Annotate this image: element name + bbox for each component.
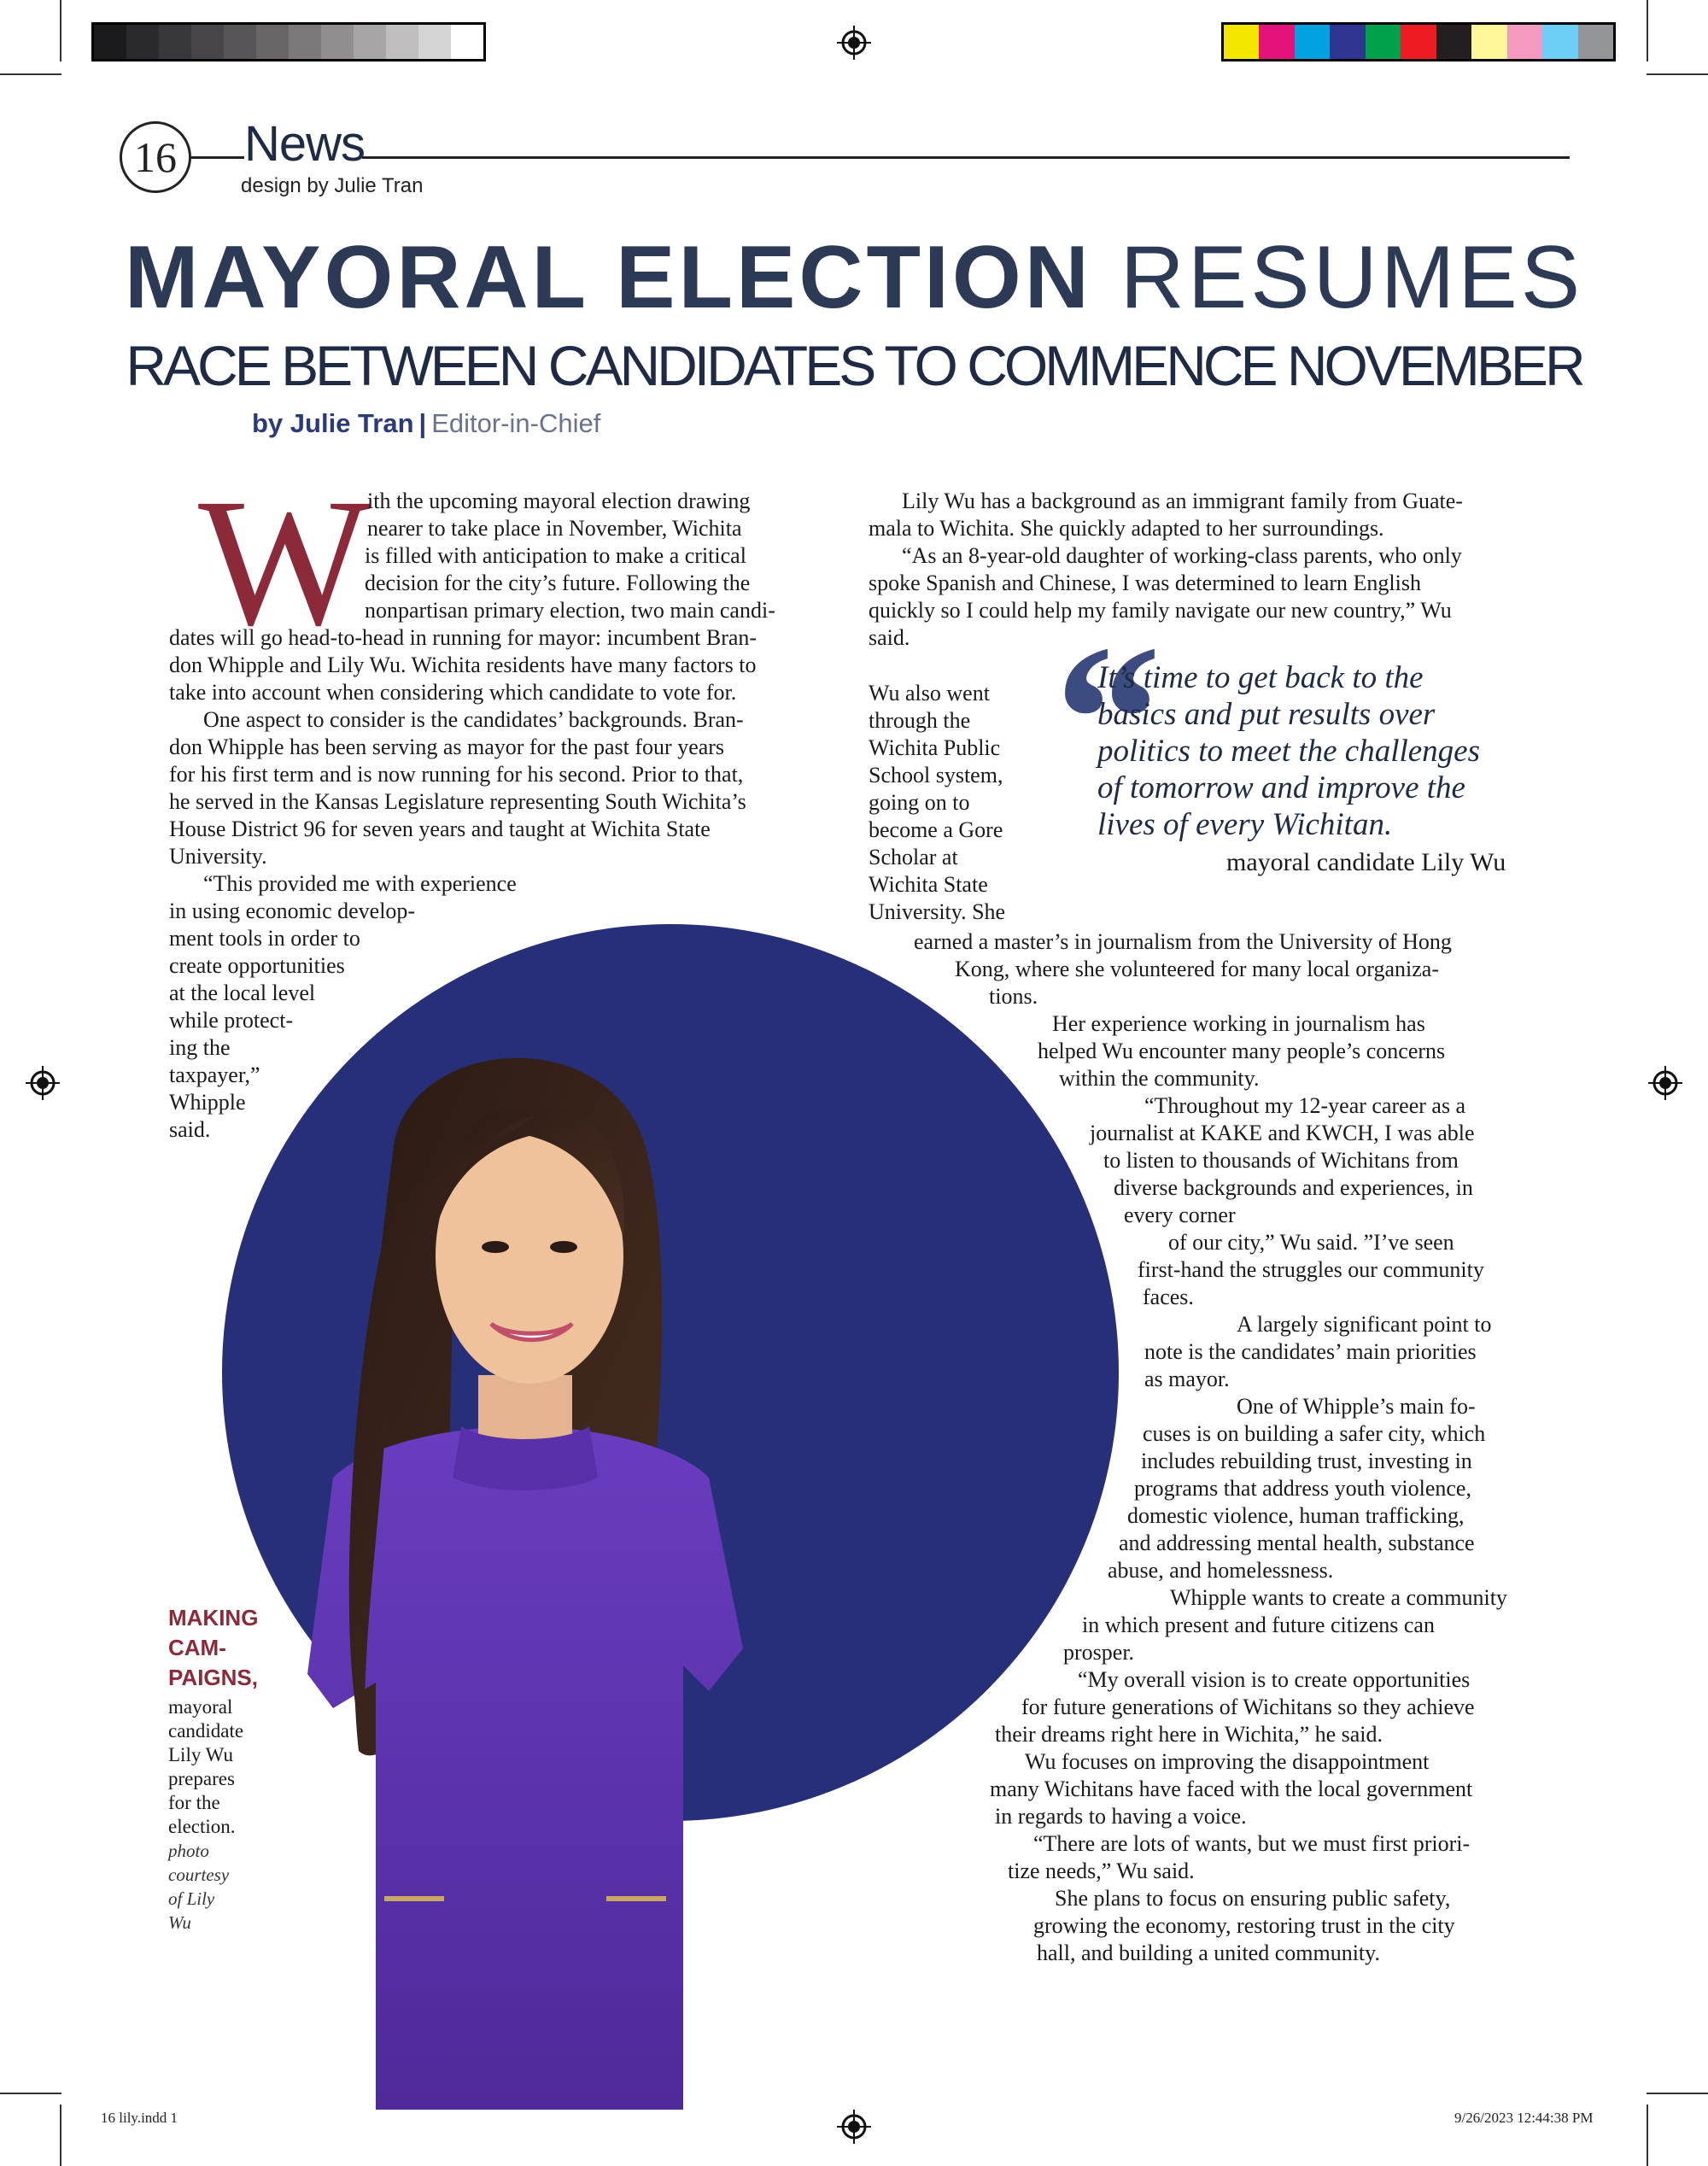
- color-swatch: [191, 25, 224, 59]
- crop-mark: [60, 0, 61, 61]
- caption-line: CAM-: [168, 1635, 226, 1660]
- headline: [0, 229, 1708, 326]
- article-line: Whipple: [169, 1090, 246, 1115]
- article-line: take into account when considering which candidate to vote for.: [169, 680, 737, 705]
- article-line: Whipple wants to create a community: [1170, 1585, 1507, 1610]
- article-line: University. She: [869, 899, 1006, 924]
- subheadline: RACE BETWEEN CANDIDATES TO COMMENCE NOVEMBER: [126, 334, 1582, 397]
- color-swatch: [224, 25, 256, 59]
- photo-caption-heading: [168, 1603, 258, 1693]
- article-line: tions.: [989, 984, 1038, 1009]
- article-line: abuse, and homelessness.: [1108, 1558, 1334, 1583]
- color-swatch: [451, 25, 483, 59]
- color-swatch: [126, 25, 159, 59]
- article-line: note is the candidates’ main priorities: [1144, 1339, 1477, 1364]
- article-line: ing the: [169, 1035, 231, 1060]
- article-line: Lily Wu has a background as an immigrant family from Guate-: [902, 489, 1463, 513]
- article-line: cuses is on building a safer city, which: [1143, 1421, 1486, 1446]
- design-credit: design by Julie Tran: [241, 174, 424, 197]
- article-line: create opportunities: [169, 953, 345, 978]
- file-slug: 16 lily.indd 1: [101, 2110, 178, 2126]
- article-line: Her experience working in journalism has: [1052, 1011, 1425, 1036]
- caption-line: photo: [168, 1841, 209, 1861]
- article-line: said.: [169, 1117, 211, 1142]
- article-line: helped Wu encounter many people’s concerns: [1038, 1039, 1446, 1063]
- color-swatch: [289, 25, 321, 59]
- article-line: “Throughout my 12-year career as a: [1144, 1093, 1466, 1118]
- article-line: is filled with anticipation to make a critical: [365, 543, 746, 568]
- article-line: “There are lots of wants, but we must first priori-: [1033, 1831, 1471, 1856]
- crop-mark: [0, 73, 61, 75]
- color-swatch: [1259, 25, 1294, 59]
- header-rule-left: [191, 156, 244, 159]
- article-line: “As an 8-year-old daughter of working-class parents, who only: [902, 543, 1462, 568]
- article-line: hall, and building a united community.: [1037, 1941, 1380, 1965]
- caption-line: Lily Wu: [168, 1744, 233, 1765]
- article-line: diverse backgrounds and experiences, in: [1114, 1175, 1473, 1200]
- pull-quote-line: of tomorrow and improve the: [1097, 770, 1465, 805]
- headline-light: RESUMES: [1120, 228, 1584, 327]
- grayscale-color-bar: [91, 22, 486, 61]
- color-swatch: [1366, 25, 1401, 59]
- pull-quote-attribution: mayoral candidate Lily Wu: [1226, 848, 1506, 876]
- color-swatch: [1330, 25, 1365, 59]
- byline-separator: |: [418, 408, 427, 438]
- article-line: while protect-: [169, 1008, 294, 1033]
- pull-quote: [1097, 659, 1480, 843]
- article-line: don Whipple has been serving as mayor for the past four years: [169, 735, 725, 759]
- caption-line: mayoral: [168, 1696, 233, 1718]
- article-line: Wichita Public: [869, 735, 1001, 760]
- quote-mark-icon: “: [1055, 601, 1161, 838]
- color-swatch: [1507, 25, 1542, 59]
- caption-line: for the: [168, 1792, 220, 1813]
- headline-bold: MAYORAL ELECTION: [124, 228, 1092, 327]
- photo-caption: [168, 1695, 243, 1839]
- pull-quote-line: basics and put results over: [1097, 697, 1436, 732]
- article-line: of our city,” Wu said. ”I’ve seen: [1168, 1230, 1454, 1255]
- candidate-portrait: [282, 999, 760, 2110]
- article-line: in using economic develop-: [169, 899, 416, 923]
- caption-line: candidate: [168, 1720, 244, 1742]
- article-line: in which present and future citizens can: [1082, 1613, 1435, 1637]
- caption-line: election.: [168, 1816, 236, 1837]
- article-line: She plans to focus on ensuring public safety,: [1055, 1886, 1451, 1911]
- section-title: News: [244, 116, 366, 172]
- color-swatch: [256, 25, 289, 59]
- article-line: Kong, where she volunteered for many local organiza-: [955, 957, 1439, 981]
- color-swatch: [1224, 25, 1259, 59]
- article-line: journalist at KAKE and KWCH, I was able: [1090, 1121, 1475, 1145]
- article-line: every corner: [1124, 1203, 1236, 1227]
- article-line: One aspect to consider is the candidates’ backgrounds. Bran-: [203, 707, 744, 732]
- article-line: Scholar at: [869, 845, 958, 869]
- article-line: in regards to having a voice.: [995, 1804, 1247, 1829]
- caption-line: Wu: [168, 1912, 191, 1933]
- caption-line: MAKING: [168, 1605, 259, 1630]
- article-line: “This provided me with experience: [203, 871, 517, 896]
- page-number: 16: [120, 121, 191, 193]
- registration-mark-icon: [1648, 1066, 1682, 1100]
- article-line: mala to Wichita. She quickly adapted to her surroundings.: [869, 516, 1384, 541]
- color-swatch: [94, 25, 126, 59]
- article-line: programs that address youth violence,: [1134, 1476, 1471, 1501]
- article-line: ment tools in order to: [169, 926, 360, 951]
- article-line: quickly so I could help my family navigate our new country,” Wu: [869, 598, 1452, 623]
- article-line: said.: [869, 625, 910, 650]
- crop-mark: [1647, 0, 1648, 61]
- article-line: includes rebuilding trust, investing in: [1141, 1449, 1472, 1473]
- article-line: University.: [169, 844, 267, 869]
- pull-quote-line: lives of every Wichitan.: [1097, 807, 1393, 842]
- caption-line: of Lily: [168, 1888, 215, 1909]
- article-line: growing the economy, restoring trust in the city: [1033, 1913, 1455, 1938]
- color-swatch: [354, 25, 386, 59]
- article-line: ith the upcoming mayoral election drawing: [367, 489, 751, 513]
- article-line: spoke Spanish and Chinese, I was determined to learn English: [869, 571, 1421, 595]
- color-swatch: [1295, 25, 1330, 59]
- article-line: nearer to take place in November, Wichita: [367, 516, 742, 541]
- header-rule-right: [362, 156, 1570, 159]
- color-swatch: [1401, 25, 1436, 59]
- article-line: don Whipple and Lily Wu. Wichita residents have many factors to: [169, 653, 757, 677]
- process-color-bar: [1221, 22, 1616, 61]
- color-swatch: [418, 25, 451, 59]
- color-swatch: [1436, 25, 1471, 59]
- article-line: decision for the city’s future. Following the: [365, 571, 751, 595]
- pull-quote-line: It’s time to get back to the: [1097, 660, 1424, 695]
- crop-mark: [1647, 2105, 1648, 2166]
- article-line: taxpayer,”: [169, 1063, 260, 1087]
- article-line: dates will go head-to-head in running for mayor: incumbent Bran-: [169, 625, 757, 650]
- caption-line: prepares: [168, 1768, 235, 1789]
- article-line: for his first term and is now running for his second. Prior to that,: [169, 762, 744, 787]
- byline-author: by Julie Tran: [252, 408, 414, 438]
- registration-mark-icon: [837, 2110, 871, 2144]
- article-line: Wu also went: [869, 681, 990, 705]
- article-line: nonpartisan primary election, two main candi-: [365, 598, 775, 623]
- article-line: House District 96 for seven years and taught at Wichita State: [169, 817, 711, 841]
- color-swatch: [1542, 25, 1577, 59]
- article-line: become a Gore: [869, 817, 1003, 842]
- color-swatch: [386, 25, 418, 59]
- pull-quote-line: politics to meet the challenges: [1097, 734, 1480, 769]
- crop-mark: [1647, 2093, 1708, 2094]
- article-line: earned a master’s in journalism from the University of Hong: [914, 929, 1452, 954]
- article-line: Wichita State: [869, 872, 988, 897]
- article-line: going on to: [869, 790, 970, 815]
- photo-credit: [168, 1839, 229, 1935]
- article-line: prosper.: [1063, 1640, 1135, 1665]
- article-line: tize needs,” Wu said.: [1008, 1859, 1195, 1883]
- article-line: “My overall vision is to create opportunities: [1078, 1667, 1471, 1692]
- caption-line: courtesy: [168, 1865, 230, 1885]
- drop-cap: W: [198, 461, 371, 664]
- byline-role: Editor-in-Chief: [431, 408, 601, 438]
- color-swatch: [159, 25, 191, 59]
- caption-line: PAIGNS,: [168, 1665, 258, 1690]
- registration-mark-icon: [26, 1066, 60, 1100]
- article-line: domestic violence, human trafficking,: [1127, 1503, 1465, 1528]
- article-line: and addressing mental health, substance: [1119, 1531, 1475, 1555]
- article-line: to listen to thousands of Wichitans from: [1103, 1148, 1459, 1173]
- article-line: first-hand the struggles our community: [1138, 1257, 1484, 1282]
- article-line: School system,: [869, 763, 1003, 787]
- registration-mark-icon: [837, 26, 871, 60]
- article-line: Wu focuses on improving the disappointment: [1025, 1749, 1430, 1774]
- article-line: A largely significant point to: [1237, 1312, 1492, 1337]
- article-line: through the: [869, 708, 971, 733]
- article-line: for future generations of Wichitans so they achieve: [1021, 1695, 1475, 1719]
- article-line: their dreams right here in Wichita,” he said.: [995, 1722, 1383, 1747]
- color-swatch: [1471, 25, 1506, 59]
- article-line: One of Whipple’s main fo-: [1237, 1394, 1476, 1419]
- article-line: he served in the Kansas Legislature representing South Wichita’s: [169, 789, 746, 814]
- article-line: as mayor.: [1144, 1367, 1230, 1391]
- print-timestamp: 9/26/2023 12:44:38 PM: [1454, 2110, 1594, 2126]
- crop-mark: [1647, 73, 1708, 75]
- article-line: many Wichitans have faced with the local government: [990, 1777, 1473, 1801]
- color-swatch: [321, 25, 354, 59]
- article-line: faces.: [1143, 1285, 1194, 1309]
- crop-mark: [0, 2093, 61, 2094]
- color-swatch: [1578, 25, 1613, 59]
- crop-mark: [60, 2105, 61, 2166]
- article-line: within the community.: [1059, 1066, 1260, 1091]
- byline: [252, 408, 600, 439]
- article-line: at the local level: [169, 981, 316, 1005]
